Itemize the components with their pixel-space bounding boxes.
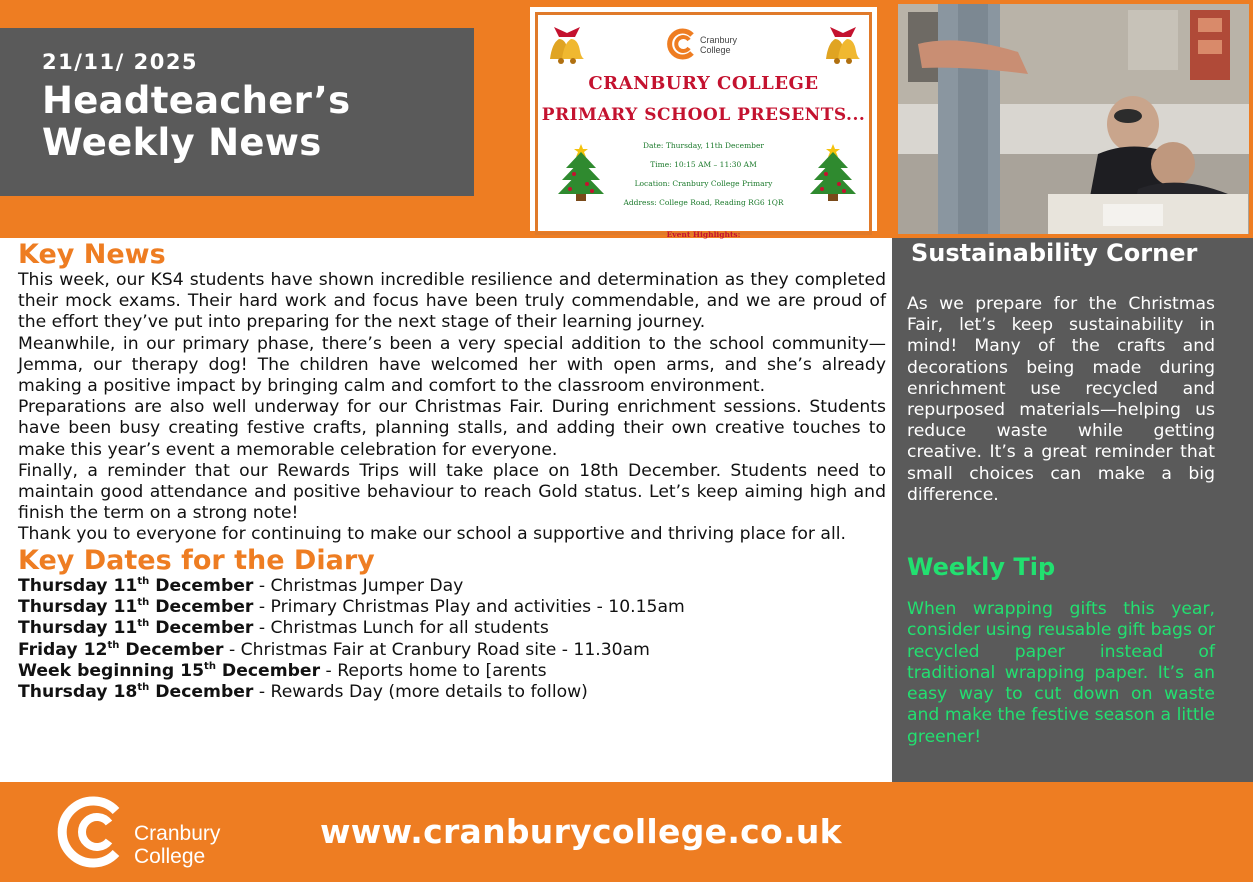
key-date-suffix: th — [137, 575, 150, 587]
key-date-day — [18, 597, 253, 617]
title-box — [0, 28, 474, 196]
key-date-month: December — [149, 682, 254, 703]
christmas-tree-icon — [808, 142, 858, 202]
key-date-item — [18, 597, 886, 618]
poster-heading-1: CRANBURY COLLEGE — [588, 73, 819, 94]
classroom-photo — [894, 0, 1253, 238]
key-date-suffix: th — [137, 618, 150, 630]
poster-logo — [664, 27, 754, 61]
key-date-month: December — [149, 618, 254, 639]
key-date-item — [18, 661, 886, 682]
key-date-item — [18, 682, 886, 703]
footer-logo — [54, 794, 234, 870]
footer-logo-line-1: Cranbury — [134, 822, 221, 845]
footer-logo-line-2: College — [134, 845, 206, 868]
poster-highlights: Event Highlights: — [666, 230, 741, 239]
cranbury-logo-icon — [54, 794, 130, 870]
weekly-tip-text: When wrapping gifts this year, consider using reusable gift bags or recycled paper instead of traditional wrapping paper. It’s an easy way to cut down on waste and make the festive season a little greener! — [907, 599, 1215, 747]
key-date-suffix: th — [137, 682, 150, 694]
main-content — [18, 240, 886, 703]
poster-logo-text — [700, 35, 737, 55]
footer — [0, 782, 1253, 882]
key-date-description: - Christmas Jumper Day — [253, 575, 464, 596]
news-paragraph: Thank you to everyone for continuing to make our school a supportive and thriving place for all. — [18, 524, 846, 545]
poster-location: Location: Cranbury College Primary — [634, 179, 773, 188]
key-date-day-number: Thursday 11 — [18, 618, 138, 639]
key-date-month: December — [149, 596, 254, 617]
key-date-description: - Christmas Fair at Cranbury Road site - 11.30am — [223, 639, 650, 660]
christmas-poster — [523, 0, 884, 238]
classroom-photo-image — [898, 4, 1249, 234]
key-date-day — [18, 682, 253, 702]
poster-logo-line-2: College — [700, 45, 731, 55]
key-date-day-number: Thursday 18 — [18, 682, 138, 703]
key-date-suffix: th — [137, 596, 150, 608]
poster-heading-2: PRIMARY SCHOOL PRESENTS... — [541, 105, 866, 125]
key-date-description: - Christmas Lunch for all students — [253, 618, 549, 639]
key-date-day-number: Week beginning 15 — [18, 660, 205, 681]
key-date-day-number: Thursday 11 — [18, 596, 138, 617]
key-date-day-number: Thursday 11 — [18, 575, 138, 596]
bell-icon — [544, 21, 590, 65]
poster-inner — [527, 4, 880, 239]
title-line-2: Weekly News — [42, 121, 322, 164]
sidebar — [892, 238, 1253, 782]
key-dates-heading: Key Dates for the Diary — [18, 544, 375, 576]
key-date-item — [18, 640, 886, 661]
key-date-suffix: th — [204, 660, 216, 672]
website-link[interactable]: www.cranburycollege.co.uk — [320, 812, 842, 851]
news-paragraph: Finally, a reminder that our Rewards Trips will take place on 18th December. Students need to maintain good attendance and positive behaviour to reach Gold status. Let’s keep aiming high and finish the term on a strong note! — [18, 460, 886, 524]
page-title — [42, 80, 474, 164]
key-date-suffix: th — [107, 639, 120, 651]
key-date-item — [18, 618, 886, 639]
key-date-day — [18, 576, 253, 596]
key-date-day-number: Friday 12 — [18, 639, 108, 660]
cranbury-logo-icon — [664, 27, 698, 61]
key-news-heading: Key News — [18, 239, 166, 270]
key-date-description: - Rewards Day (more details to follow) — [253, 682, 588, 703]
key-date-description: - Reports home to [arents — [320, 660, 547, 681]
key-date-item — [18, 576, 886, 597]
header-band — [0, 0, 1253, 238]
key-date-month: December — [215, 660, 321, 681]
poster-date: Date: Thursday, 11th December — [642, 141, 765, 150]
bell-icon — [820, 21, 866, 65]
key-date-month: December — [119, 639, 224, 660]
key-date-day — [18, 618, 253, 638]
key-date-month: December — [149, 575, 254, 596]
poster-logo-line-1: Cranbury — [700, 35, 738, 45]
poster-address: Address: College Road, Reading RG6 1QR — [623, 198, 784, 207]
news-paragraph: Meanwhile, in our primary phase, there’s been a very special addition to the school community—Jemma, our therapy dog! The children have welcomed her with open arms, and she’s already making a positive impact by bringing calm and comfort to the classroom environment. — [18, 333, 886, 397]
key-date-day — [18, 640, 224, 660]
key-dates-list — [18, 576, 886, 704]
key-date-description: - Primary Christmas Play and activities - 10.15am — [253, 596, 685, 617]
news-paragraph: Preparations are also well underway for our Christmas Fair. During enrichment sessions. Students have been busy creating festive crafts, planning stalls, and adding their own creative touches to make this year’s event a memorable celebration for everyone. — [18, 397, 886, 460]
sustainability-title: Sustainability Corner — [911, 239, 1198, 267]
issue-date: 21/11/ 2025 — [42, 50, 199, 74]
news-paragraph: This week, our KS4 students have shown incredible resilience and determination as they completed their mock exams. Their hard work and focus have been truly commendable, and we are proud of the effort they’ve put into preparing for the next stage of their learning journey. — [18, 270, 886, 333]
poster-time: Time: 10:15 AM – 11:30 AM — [650, 160, 757, 169]
christmas-tree-icon — [556, 142, 606, 202]
sustainability-text: As we prepare for the Christmas Fair, let’s keep sustainability in mind! Many of the crafts and decorations being made during enrichment use recycled and repurposed materials—helping us reduce waste while getting creative. It’s a great reminder that small choices can make a big difference. — [907, 294, 1215, 505]
key-date-day — [18, 661, 320, 681]
footer-logo-text — [134, 822, 220, 868]
title-line-1: Headteacher’s — [42, 79, 351, 122]
weekly-tip-title: Weekly Tip — [907, 553, 1056, 581]
